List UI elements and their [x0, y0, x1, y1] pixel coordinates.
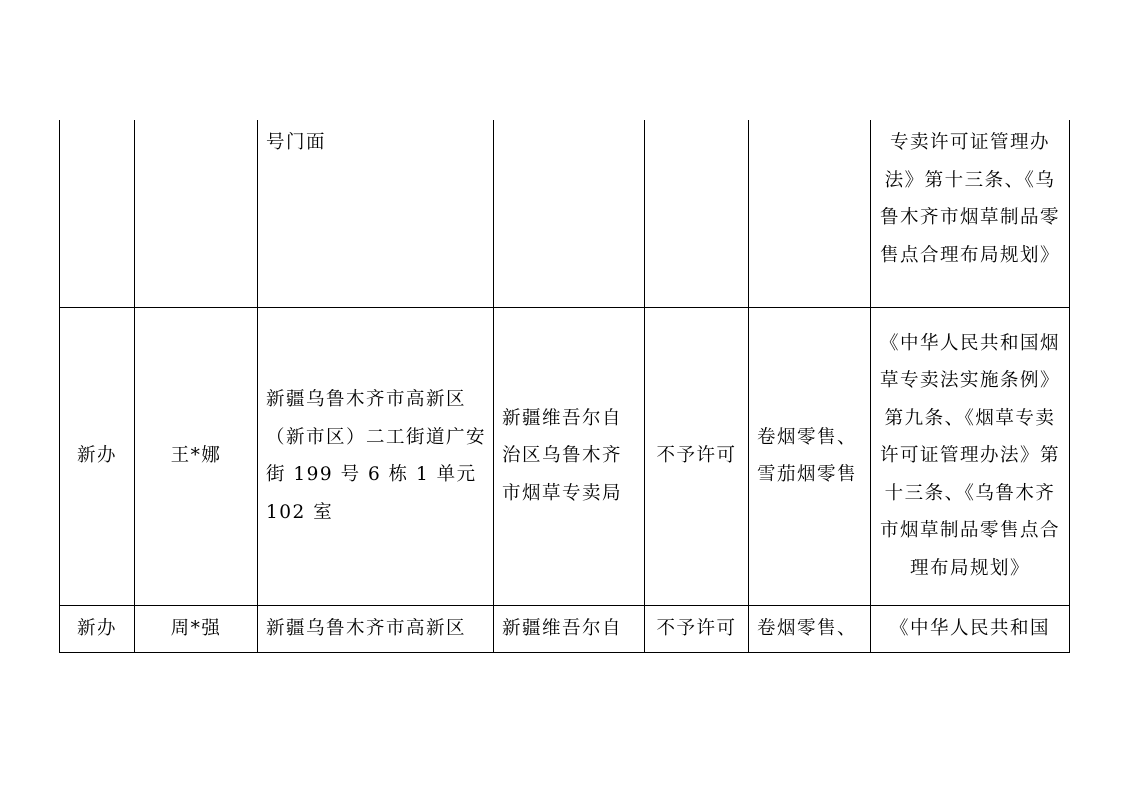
authority-cell: 新疆维吾尔自治区乌鲁木齐市烟草专卖局 [494, 307, 645, 605]
business-address-cell: 号门面 [258, 120, 494, 307]
business-address-cell: 新疆乌鲁木齐市高新区 [258, 605, 494, 652]
applicant-name-cell [135, 120, 258, 307]
decision-cell: 不予许可 [645, 605, 749, 652]
application-type-cell [60, 120, 135, 307]
decision-cell: 不予许可 [645, 307, 749, 605]
applicant-name-cell: 周*强 [135, 605, 258, 652]
scope-cell: 卷烟零售、雪茄烟零售 [749, 307, 871, 605]
applicant-name-cell: 王*娜 [135, 307, 258, 605]
table-row [60, 605, 1070, 652]
decision-cell [645, 120, 749, 307]
legal-basis-cell: 专卖许可证管理办法》第十三条、《乌鲁木齐市烟草制品零售点合理布局规划》 [871, 120, 1070, 307]
authority-cell [494, 120, 645, 307]
business-address-cell: 新疆乌鲁木齐市高新区（新市区）二工街道广安街 199 号 6 栋 1 单元 102 室 [258, 307, 494, 605]
scope-cell: 卷烟零售、 [749, 605, 871, 652]
scope-cell [749, 120, 871, 307]
legal-basis-cell: 《中华人民共和国 [871, 605, 1070, 652]
application-type-cell: 新办 [60, 307, 135, 605]
license-decision-table [59, 120, 1070, 653]
legal-basis-cell: 《中华人民共和国烟草专卖法实施条例》第九条、《烟草专卖许可证管理办法》第十三条、《乌鲁木齐市烟草制品零售点合理布局规划》 [871, 307, 1070, 605]
table-row [60, 307, 1070, 605]
application-type-cell: 新办 [60, 605, 135, 652]
table-row [60, 120, 1070, 307]
authority-cell: 新疆维吾尔自 [494, 605, 645, 652]
